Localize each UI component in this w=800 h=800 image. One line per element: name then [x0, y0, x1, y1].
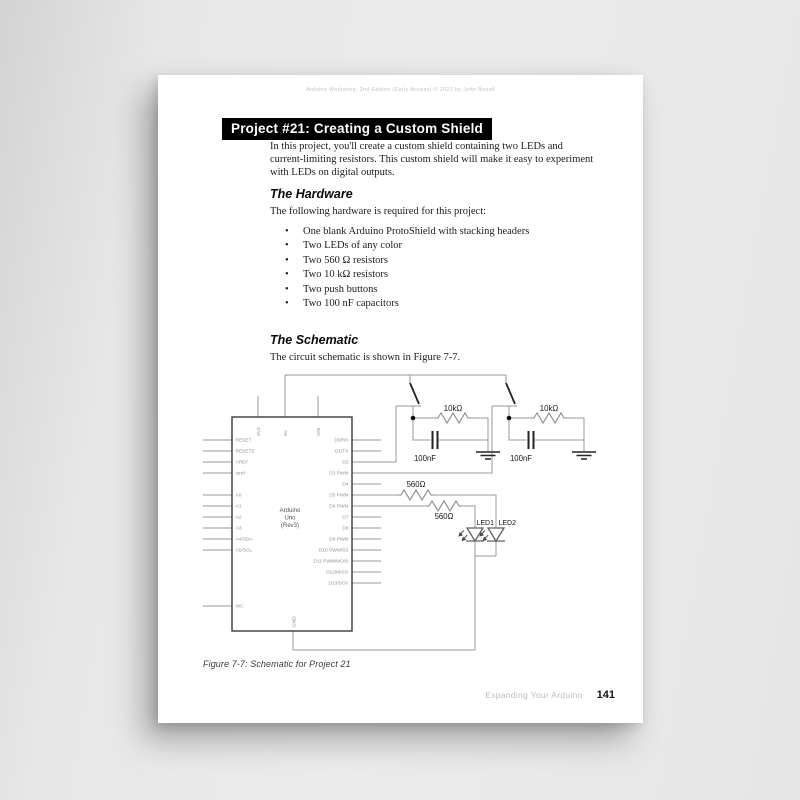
switch2-rc-wires: [509, 418, 584, 452]
svg-text:D4: D4: [342, 482, 349, 488]
hardware-heading: The Hardware: [270, 187, 353, 201]
svg-text:(Rev3): (Rev3): [280, 523, 300, 529]
svg-text:D5 PWM: D5 PWM: [329, 493, 349, 499]
capacitor-100nf-2: [529, 431, 534, 449]
led2-triangle: [488, 528, 504, 541]
project-title-banner: Project #21: Creating a Custom Shield: [222, 118, 492, 140]
capacitor-1-label: 100nF: [413, 454, 437, 463]
gnd-return-wire: [293, 541, 496, 650]
d2-to-switch1-wire: [352, 375, 421, 462]
capacitor-100nf-1: [433, 431, 438, 449]
hardware-list: [285, 225, 529, 311]
left-pin-stubs: [203, 440, 232, 606]
svg-text:VIN: VIN: [317, 428, 322, 436]
pushbutton-2-lever: [506, 383, 515, 404]
right-pin-labels: [313, 438, 349, 587]
bullet-glyph: •: [285, 254, 289, 266]
chip-name: [280, 508, 301, 529]
top-pin-labels: [256, 427, 322, 436]
capacitor-2-label: 100nF: [509, 454, 533, 463]
svg-text:A4/SDA: A4/SDA: [235, 537, 253, 543]
svg-text:A5/SCL: A5/SCL: [235, 548, 253, 554]
hardware-lead: The following hardware is required for this project:: [270, 206, 487, 217]
svg-text:D0/RX: D0/RX: [334, 438, 349, 444]
junction-dot-1: [411, 416, 416, 421]
resistor-560-1-label: 560Ω: [406, 480, 426, 489]
svg-text:D2: D2: [342, 460, 349, 466]
led2-label: LED2: [498, 520, 517, 527]
d5-to-led2-wire: [352, 495, 496, 528]
bullet-glyph: •: [285, 240, 289, 252]
svg-text:A2: A2: [235, 515, 242, 521]
resistor-10k-1-label: 10kΩ: [443, 404, 463, 413]
bullet-glyph: •: [285, 297, 289, 309]
wires: [203, 375, 584, 650]
svg-text:D6 PWM: D6 PWM: [329, 504, 349, 510]
svg-text:AREF: AREF: [235, 460, 249, 466]
bullet-glyph: •: [285, 283, 289, 295]
svg-text:A3: A3: [235, 526, 242, 532]
list-item: • Two 560 Ω resistors: [285, 254, 529, 268]
svg-text:RESET2: RESET2: [235, 449, 255, 455]
left-pin-labels: [236, 438, 255, 610]
svg-text:D10 PWM/SS: D10 PWM/SS: [318, 548, 349, 554]
bullet-glyph: •: [285, 269, 289, 281]
list-item: • Two 10 kΩ resistors: [285, 268, 529, 282]
resistor-10k-1: [435, 413, 471, 423]
list-item: • Two LEDs of any color: [285, 239, 529, 253]
list-item: • Two push buttons: [285, 283, 529, 297]
running-head: Arduino Workshop, 2nd Edition (Early Access) © 2021 by John Boxall: [306, 87, 495, 93]
project-intro-paragraph: In this project, you'll create a custom shield containing two LEDs and current-limiting resistors. This custom shield will make it easy to experiment with LEDs on digital outputs.: [270, 141, 594, 178]
list-item: • One blank Arduino ProtoShield with stacking headers: [285, 225, 529, 239]
junction-dot-2: [507, 416, 512, 421]
svg-text:Uno: Uno: [284, 515, 296, 522]
schematic-lead: The circuit schematic is shown in Figure 7-7.: [270, 352, 461, 363]
resistor-10k-2-label: 10kΩ: [539, 404, 559, 413]
right-pin-stubs: [352, 440, 381, 583]
svg-text:D13/SCK: D13/SCK: [328, 581, 349, 587]
svg-text:D12/MISO: D12/MISO: [326, 570, 349, 576]
svg-text:RESET: RESET: [235, 438, 252, 444]
book-page: [158, 75, 643, 723]
resistor-560-1: [398, 490, 434, 500]
switch1-rc-wires: [413, 418, 488, 452]
svg-text:D8: D8: [342, 526, 349, 532]
footer-page-number: 141: [596, 689, 615, 701]
page-footer: [485, 685, 615, 703]
bullet-glyph: •: [285, 226, 289, 237]
ground-symbols: [476, 452, 596, 459]
schematic-figure: [195, 360, 615, 660]
svg-text:D9 PWM: D9 PWM: [329, 537, 349, 543]
power-rail: [258, 375, 506, 417]
svg-text:Arduino: Arduino: [279, 508, 301, 514]
ground-symbol-2: [572, 452, 596, 459]
bottom-pin-label: GND: [292, 616, 298, 627]
footer-section-title: Expanding Your Arduino: [485, 690, 583, 700]
led1-label: LED1: [476, 520, 494, 527]
svg-text:N/C: N/C: [235, 604, 244, 610]
svg-text:A0: A0: [235, 493, 242, 499]
resistor-10k-2: [531, 413, 567, 423]
svg-text:3V3: 3V3: [257, 427, 262, 436]
svg-text:D1/TX: D1/TX: [334, 449, 349, 455]
list-item: • Two 100 nF capacitors: [285, 297, 529, 311]
ground-symbol-1: [476, 452, 500, 459]
svg-text:5V: 5V: [284, 430, 289, 436]
pushbutton-1-lever: [410, 383, 419, 404]
pushbuttons: [410, 383, 515, 404]
resistor-560-2-label: 560Ω: [434, 512, 454, 521]
figure-caption: Figure 7-7: Schematic for Project 21: [203, 659, 351, 669]
svg-text:A1: A1: [235, 504, 242, 510]
svg-text:D3 PWM: D3 PWM: [329, 471, 349, 477]
schematic-heading: The Schematic: [270, 333, 359, 347]
svg-text:D11 PWM/MOSI: D11 PWM/MOSI: [313, 559, 349, 565]
svg-text:ioref: ioref: [235, 471, 245, 477]
svg-text:D7: D7: [342, 515, 349, 521]
resistor-560-2: [426, 501, 462, 511]
circuit-schematic-svg: [195, 360, 615, 660]
